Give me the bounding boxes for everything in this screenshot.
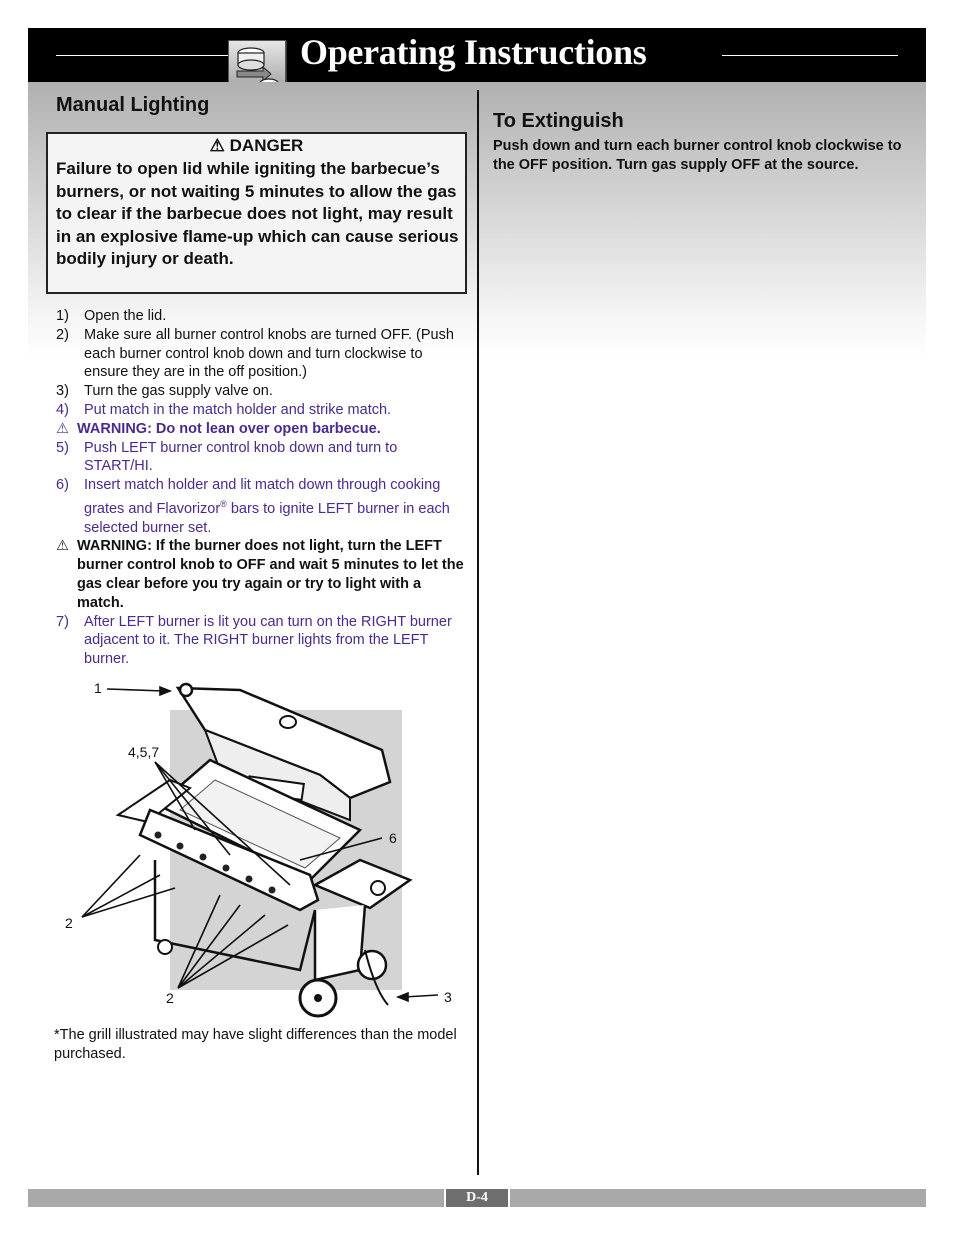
grill-illustration bbox=[60, 670, 460, 1020]
step-text: Make sure all burner control knobs are turned OFF. (Push each burner control knob down and turn clockwise to ensure they are in the off position.) bbox=[84, 326, 454, 381]
danger-box bbox=[46, 132, 467, 294]
step-3 bbox=[56, 382, 468, 401]
extinguish-heading: To Extinguish bbox=[493, 110, 624, 132]
callout-2-bottom: 2 bbox=[166, 990, 174, 1006]
extinguish-text: Push down and turn each burner control knob clockwise to the OFF position. Turn gas supply OFF at the source. bbox=[493, 138, 902, 173]
step-number: 3) bbox=[56, 383, 69, 400]
registered-mark: ® bbox=[220, 498, 227, 509]
header-bar bbox=[28, 28, 926, 82]
page-title: Operating Instructions bbox=[300, 32, 647, 72]
lighting-steps bbox=[56, 307, 468, 669]
step-6 bbox=[56, 476, 468, 537]
warning-text: WARNING: If the burner does not light, turn the LEFT burner control knob to OFF and wait 5 minutes to let the gas clear before you try again or try to light with a match. bbox=[77, 538, 464, 611]
warning-lean bbox=[56, 420, 468, 439]
step-7 bbox=[56, 613, 468, 669]
step-text: Turn the gas supply valve on. bbox=[84, 383, 273, 400]
step-text: Put match in the match holder and strike match. bbox=[84, 401, 392, 418]
step-text: Push LEFT burner control knob down and turn to START/HI. bbox=[84, 439, 398, 475]
step-5 bbox=[56, 439, 468, 477]
danger-text: Failure to open lid while igniting the barbecue’s burners, or not waiting 5 minutes to allow the gas to clear if the barbecue does not light, may result in an explosive flame-up which can cause serious bodily injury or death. bbox=[56, 159, 459, 268]
step-text: Open the lid. bbox=[84, 308, 167, 324]
step-number: 4) bbox=[56, 401, 69, 418]
step-number: 1) bbox=[56, 308, 69, 324]
step-number: 7) bbox=[56, 613, 69, 630]
danger-heading: ⚠ DANGER bbox=[209, 136, 304, 155]
column-divider bbox=[477, 90, 479, 1175]
callout-6: 6 bbox=[389, 830, 397, 846]
warning-no-light bbox=[56, 537, 468, 612]
step-1 bbox=[56, 307, 468, 326]
grill-drawing bbox=[60, 670, 460, 1020]
figure-footnote: *The grill illustrated may have slight differences than the model purchased. bbox=[54, 1027, 457, 1062]
callout-1: 1 bbox=[94, 680, 102, 696]
header-rule-right bbox=[722, 55, 898, 56]
manual-lighting-heading: Manual Lighting bbox=[56, 94, 210, 116]
header-rule-left bbox=[56, 55, 228, 56]
step-number: 2) bbox=[56, 326, 69, 343]
warning-triangle-icon: ⚠ bbox=[56, 538, 69, 555]
callout-3: 3 bbox=[444, 989, 452, 1005]
step-text: After LEFT burner is lit you can turn on the RIGHT burner adjacent to it. The RIGHT burner lights from the LEFT burner. bbox=[84, 613, 452, 668]
callout-2-left: 2 bbox=[65, 915, 73, 931]
step-2 bbox=[56, 326, 468, 382]
step-number: 5) bbox=[56, 439, 69, 456]
step-text-cont: bars to ignite LEFT burner in each selected burner set. bbox=[84, 500, 450, 536]
step-4 bbox=[56, 401, 468, 420]
warning-triangle-icon: ⚠ bbox=[56, 420, 69, 437]
page-number: D-4 bbox=[444, 1187, 510, 1209]
step-text: Insert match holder and lit match down through cooking grates and Flavorizor bbox=[84, 477, 441, 517]
callout-4-5-7: 4,5,7 bbox=[128, 744, 160, 760]
warning-text: WARNING: Do not lean over open barbecue. bbox=[77, 420, 381, 437]
step-number: 6) bbox=[56, 477, 69, 494]
